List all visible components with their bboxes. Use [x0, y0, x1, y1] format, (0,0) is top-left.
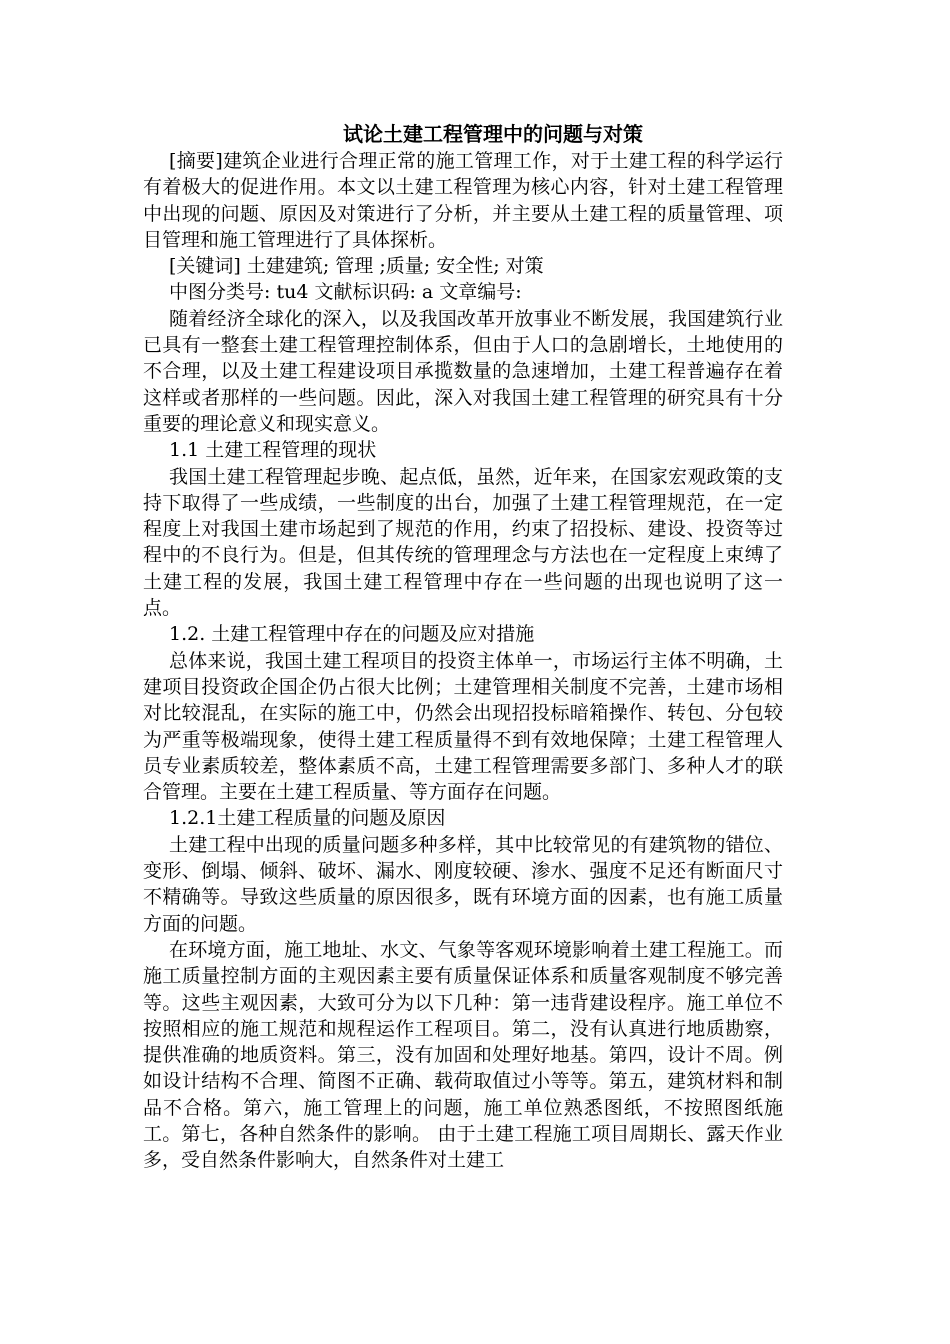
- environment-paragraph: 在环境方面，施工地址、水文、气象等客观环境影响着土建工程施工。而施工质量控制方面的主观因素主要有质量保证体系和质量客观制度不够完善等。这些主观因素，大致可分为以下几种：第一违背建设程序。施工单位不按照相应的施工规范和规程运作工程项目。第二，没有认真进行地质勘察，提供准确的地质资料。第三，没有加固和处理好地基。第四，设计不周。例如设计结构不合理、简图不正确、载荷取值过小等等。第五，建筑材料和制品不合格。第六，施工管理上的问题，施工单位熟悉图纸，不按照图纸施工。第七，各种自然条件的影响。 由于土建工程施工项目周期长、露天作业多，受自然条件影响大，自然条件对土建工: [143, 938, 783, 1172]
- section-1-1-paragraph: 我国土建工程管理起步晚、起点低，虽然，近年来，在国家宏观政策的支持下取得了一些成绩，一些制度的出台，加强了土建工程管理规范，在一定程度上对我国土建市场起到了规范的作用，约束了招投标、建设、投资等过程中的不良行为。但是，但其传统的管理理念与方法也在一定程度上束缚了土建工程的发展，我国土建工程管理中存在一些问题的出现也说明了这一点。: [143, 465, 783, 620]
- section-1-2-paragraph: 总体来说，我国土建工程项目的投资主体单一，市场运行主体不明确，土建项目投资政企国企仍占很大比例；土建管理相关制度不完善，土建市场相对比较混乱，在实际的施工中，仍然会出现招投标暗箱操作、转包、分包较为严重等极端现象，使得土建工程质量得不到有效地保障；土建工程管理人员专业素质较差，整体素质不高，土建工程管理需要多部门、多种人才的联合管理。主要在土建工程质量、等方面存在问题。: [143, 649, 783, 804]
- section-heading-1-2-1: 1.2.1土建工程质量的问题及原因: [169, 807, 446, 830]
- intro-paragraph: 随着经济全球化的深入，以及我国改革开放事业不断发展，我国建筑行业已具有一整套土建工程管理控制体系，但由于人口的急剧增长，土地使用的不合理，以及土建工程建设项目承揽数量的急速增加，土建工程普遍存在着这样或者那样的一些问题。因此，深入对我国土建工程管理的研究具有十分重要的理论意义和现实意义。: [143, 307, 783, 435]
- section-heading-1-2: 1.2. 土建工程管理中存在的问题及应对措施: [169, 623, 535, 646]
- abstract-paragraph: [摘要]建筑企业进行合理正常的施工管理工作，对于土建工程的科学运行有着极大的促进作用。本文以土建工程管理为核心内容，针对土建工程管理中出现的问题、原因及对策进行了分析，并主要从土建工程的质量管理、项目管理和施工管理进行了具体探析。: [143, 150, 783, 251]
- document-title: 试论土建工程管理中的问题与对策: [343, 122, 643, 146]
- document-page: [143, 120, 783, 1174]
- classification-line: 中图分类号: tu4 文献标识码: a 文章编号:: [169, 281, 522, 304]
- section-heading-1-1: 1.1 土建工程管理的现状: [169, 439, 377, 462]
- section-1-2-1-paragraph: 土建工程中出现的质量问题多种多样，其中比较常见的有建筑物的错位、变形、倒塌、倾斜、破坏、漏水、刚度较硬、渗水、强度不足还有断面尺寸不精确等。导致这些质量的原因很多，既有环境方面的因素，也有施工质量方面的问题。: [143, 833, 783, 935]
- keywords-line: [关键词] 土建建筑; 管理 ;质量; 安全性; 对策: [169, 255, 544, 278]
